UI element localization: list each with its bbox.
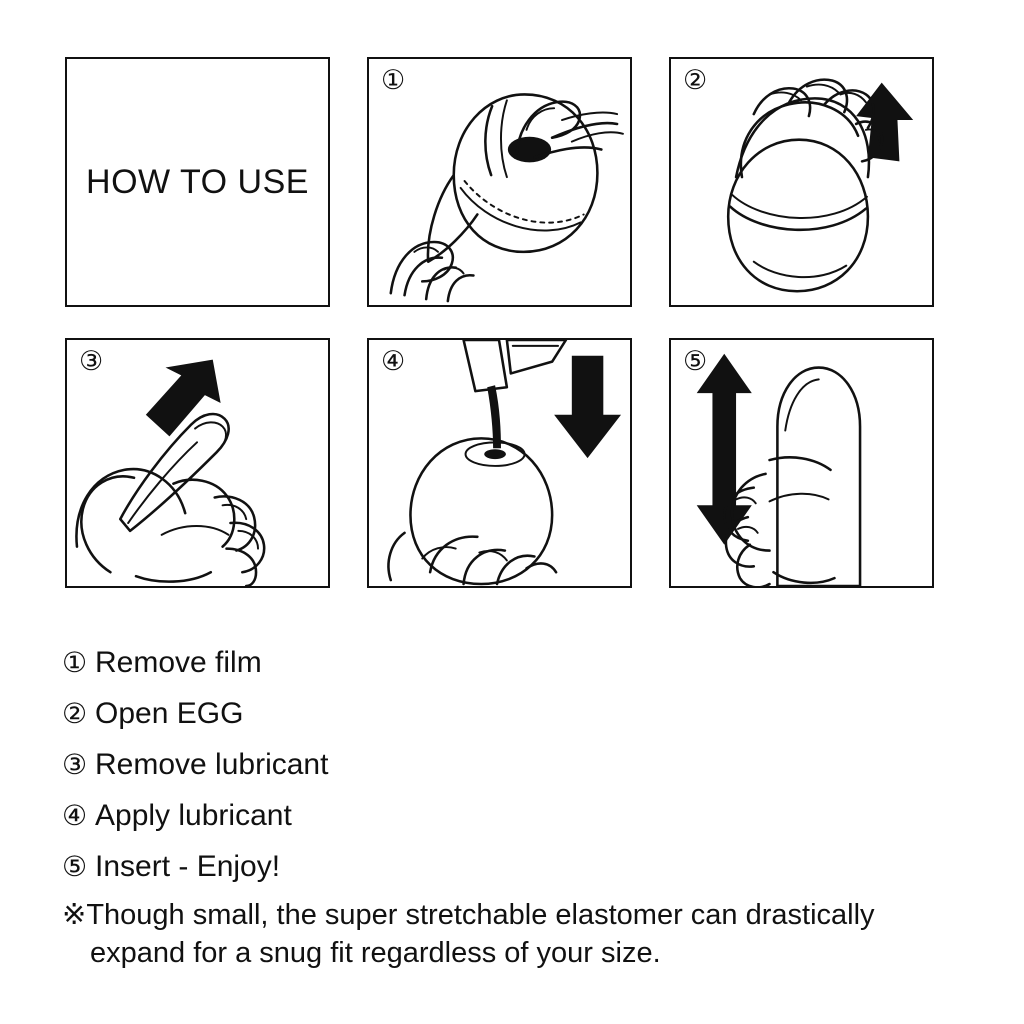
footnote-line-1: Though small, the super stretchable elastomer can drastically xyxy=(86,899,875,931)
step-5-illustration xyxy=(669,338,934,588)
step-2-drawing xyxy=(671,59,932,305)
step-1-drawing xyxy=(369,59,630,305)
list-item xyxy=(62,801,972,831)
step-1-illustration xyxy=(367,57,632,307)
step-5-number: ⑤ xyxy=(683,346,708,376)
list-item xyxy=(62,648,972,678)
footnote-mark: ※ xyxy=(62,899,87,931)
step-4-mark: ④ xyxy=(62,800,88,831)
step-1-mark: ① xyxy=(62,647,88,678)
step-2-mark: ② xyxy=(62,698,88,729)
illustration-panel-grid xyxy=(65,57,961,588)
step-4-illustration xyxy=(367,338,632,588)
step-5-mark: ⑤ xyxy=(62,851,88,882)
step-2-label: Open EGG xyxy=(95,697,244,730)
step-3-illustration xyxy=(65,338,330,588)
step-5-drawing xyxy=(671,340,932,586)
step-3-mark: ③ xyxy=(62,749,88,780)
step-4-label: Apply lubricant xyxy=(95,799,292,832)
list-item xyxy=(62,699,972,729)
footnote xyxy=(62,896,982,973)
step-3-number: ③ xyxy=(79,346,104,376)
step-1-number: ① xyxy=(381,65,406,95)
step-4-number: ④ xyxy=(381,346,406,376)
step-3-drawing xyxy=(67,340,328,586)
list-item xyxy=(62,852,972,882)
step-2-illustration xyxy=(669,57,934,307)
title-panel xyxy=(65,57,330,307)
step-caption-list xyxy=(62,648,972,903)
step-3-label: Remove lubricant xyxy=(95,748,329,781)
step-2-number: ② xyxy=(683,65,708,95)
step-5-label: Insert - Enjoy! xyxy=(95,850,281,883)
step-1-label: Remove film xyxy=(95,646,262,679)
list-item xyxy=(62,750,972,780)
step-4-drawing xyxy=(369,340,630,586)
page-title: HOW TO USE xyxy=(86,162,309,201)
footnote-line-2: expand for a snug fit regardless of your size. xyxy=(90,937,661,970)
